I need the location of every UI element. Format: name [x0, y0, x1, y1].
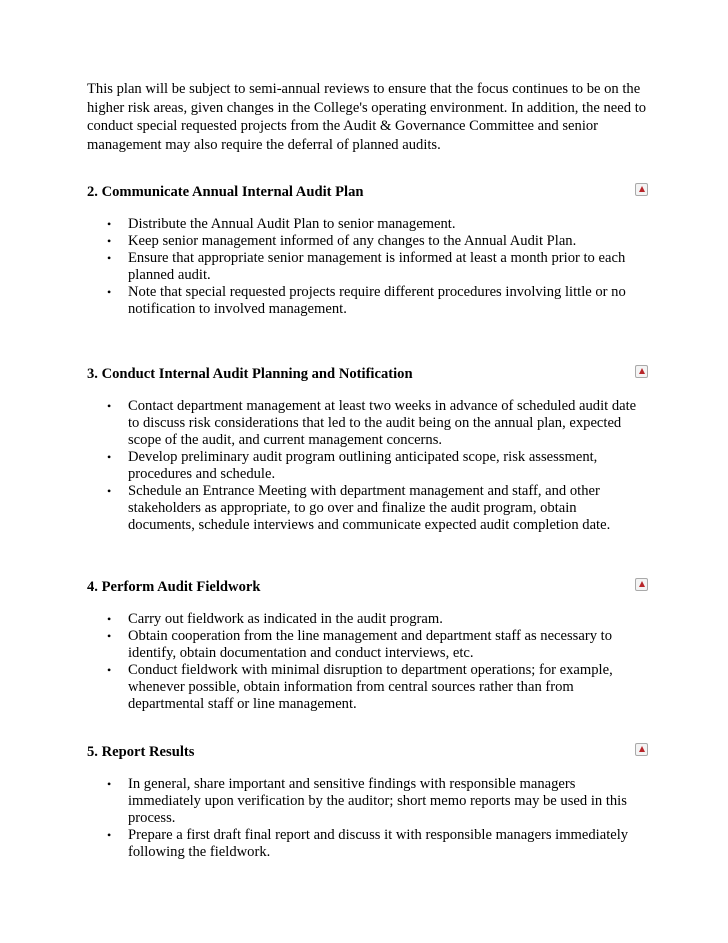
list-item	[87, 233, 645, 250]
bullet-icon: •	[107, 251, 112, 265]
list-item	[87, 776, 645, 827]
bullet-list	[87, 398, 645, 534]
bullet-icon: •	[107, 484, 112, 498]
section-perform-fieldwork	[87, 577, 645, 713]
list-item-text: Develop preliminary audit program outlining anticipated scope, risk assessment, procedures and schedule.	[128, 449, 598, 482]
list-item	[87, 662, 645, 713]
list-item-text: In general, share important and sensitive findings with responsible managers immediately upon verification by the auditor; short memo reports may be used in this process.	[128, 776, 627, 826]
list-item	[87, 250, 645, 284]
list-item	[87, 611, 645, 628]
bullet-list	[87, 216, 645, 318]
section-heading: 3. Conduct Internal Audit Planning and Notification	[87, 366, 413, 382]
bullet-icon: •	[107, 234, 112, 248]
section-report-results	[87, 742, 645, 861]
bullet-icon: •	[107, 629, 112, 643]
bullet-icon: •	[107, 399, 112, 413]
bullet-icon: •	[107, 450, 112, 464]
section-communicate-plan	[87, 182, 645, 318]
bullet-icon: •	[107, 612, 112, 626]
list-item	[87, 216, 645, 233]
list-item	[87, 628, 645, 662]
section-heading-row	[87, 364, 645, 384]
list-item-text: Contact department management at least two weeks in advance of scheduled audit date to discuss risk considerations that led to the audit being on the annual plan, expected scope of the audit, and current management concerns.	[128, 398, 637, 448]
section-heading-row	[87, 577, 645, 597]
back-to-top-icon[interactable]	[635, 578, 648, 591]
list-item-text: Obtain cooperation from the line management and department staff as necessary to identify, obtain documentation and conduct interviews, etc.	[128, 628, 612, 661]
bullet-list	[87, 611, 645, 713]
bullet-icon: •	[107, 828, 112, 842]
list-item-text: Conduct fieldwork with minimal disruption to department operations; for example, whenever possible, obtain information from central sources rather than from departmental staff or line management.	[128, 662, 613, 712]
list-item	[87, 398, 645, 449]
list-item-text: Note that special requested projects require different procedures involving little or no notification to involved management.	[128, 284, 626, 317]
section-heading: 2. Communicate Annual Internal Audit Plan	[87, 184, 364, 200]
list-item	[87, 284, 645, 318]
list-item-text: Prepare a first draft final report and discuss it with responsible managers immediately following the fieldwork.	[128, 827, 629, 860]
section-heading-row	[87, 742, 645, 762]
list-item	[87, 449, 645, 483]
bullet-icon: •	[107, 777, 112, 791]
section-heading-row	[87, 182, 645, 202]
back-to-top-icon[interactable]	[635, 743, 648, 756]
list-item-text: Carry out fieldwork as indicated in the audit program.	[128, 611, 443, 627]
back-to-top-icon[interactable]	[635, 365, 648, 378]
list-item	[87, 483, 645, 534]
intro-paragraph: This plan will be subject to semi-annual reviews to ensure that the focus continues to be on the higher risk areas, given changes in the College's operating environment. In addition, the need to conduct special requested projects from the Audit & Governance Committee and senior management may also require the deferral of planned audits.	[87, 81, 647, 154]
list-item-text: Ensure that appropriate senior management is informed at least a month prior to each planned audit.	[128, 250, 626, 283]
bullet-icon: •	[107, 663, 112, 677]
back-to-top-icon[interactable]	[635, 183, 648, 196]
list-item-text: Schedule an Entrance Meeting with department management and staff, and other stakeholders as appropriate, to go over and finalize the audit program, obtain documents, schedule interviews and communicate expected audit completion date.	[128, 483, 611, 533]
list-item-text: Distribute the Annual Audit Plan to senior management.	[128, 216, 456, 232]
list-item-text: Keep senior management informed of any changes to the Annual Audit Plan.	[128, 233, 577, 249]
section-conduct-planning	[87, 364, 645, 534]
section-heading: 5. Report Results	[87, 744, 195, 760]
list-item	[87, 827, 645, 861]
section-heading: 4. Perform Audit Fieldwork	[87, 579, 261, 595]
bullet-list	[87, 776, 645, 861]
bullet-icon: •	[107, 285, 112, 299]
bullet-icon: •	[107, 217, 112, 231]
